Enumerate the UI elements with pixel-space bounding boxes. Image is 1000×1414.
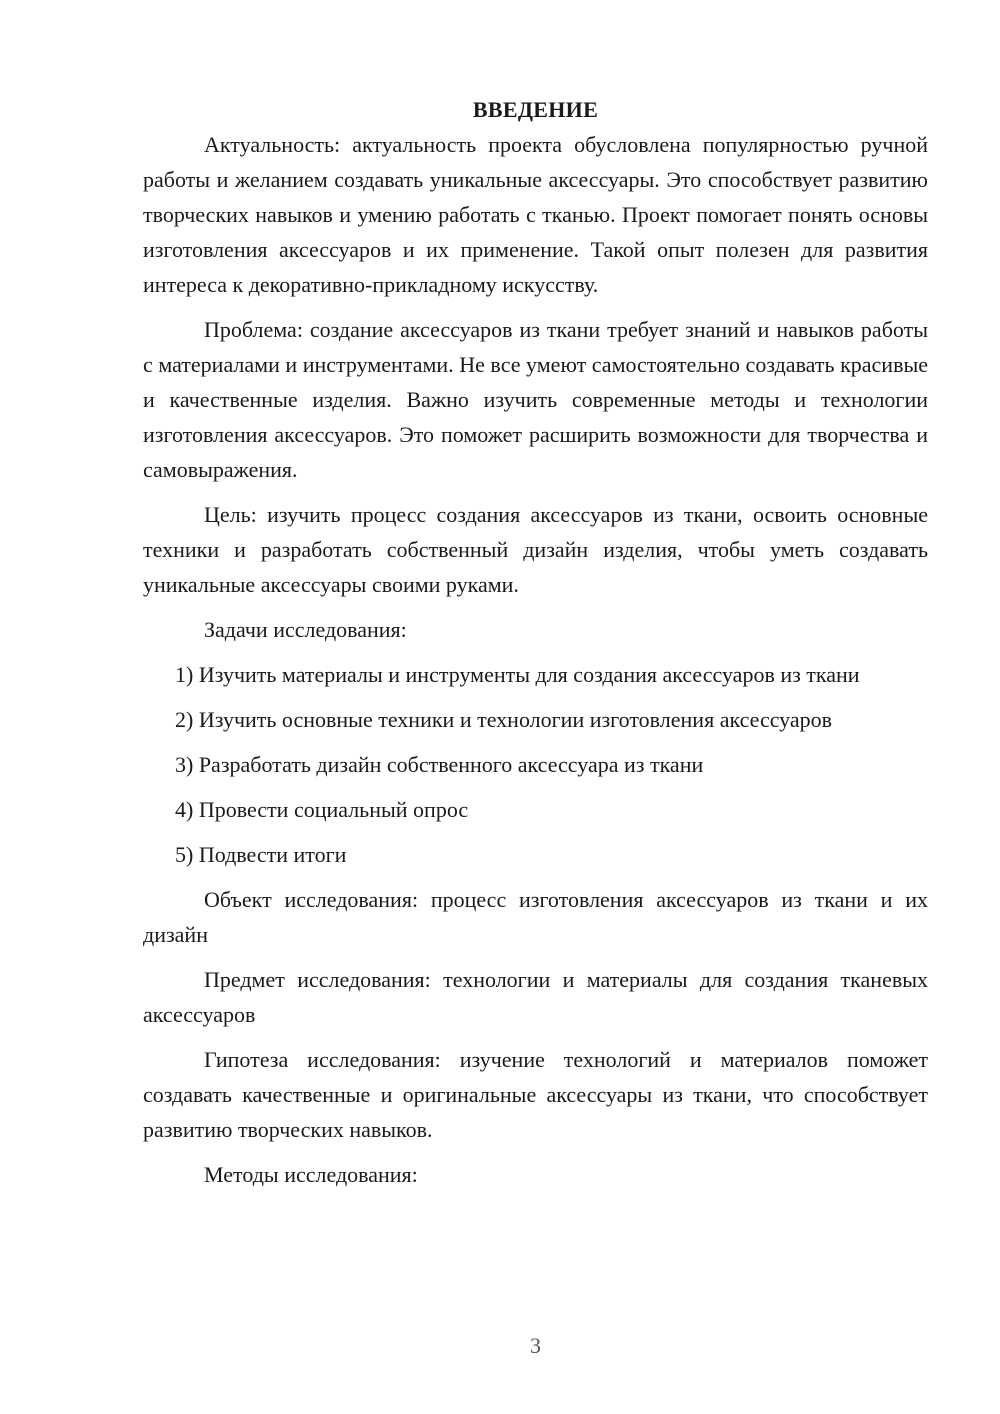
task-item: 4) Провести социальный опрос	[175, 797, 469, 822]
task-item: 5) Подвести итоги	[175, 842, 347, 867]
paragraph-subject: Предмет исследования: технологии и материалы для создания тканевых аксессуаров	[143, 967, 928, 1027]
task-item: 1) Изучить материалы и инструменты для создания аксессуаров из ткани	[175, 662, 860, 687]
paragraph-goal: Цель: изучить процесс создания аксессуаров из ткани, освоить основные техники и разработать собственный дизайн изделия, чтобы уметь создавать уникальные аксессуары своими руками.	[143, 502, 928, 597]
document-page	[143, 95, 928, 1202]
paragraph-hypothesis: Гипотеза исследования: изучение технологий и материалов поможет создавать качественные и оригинальные аксессуары из ткани, что способствует развитию творческих навыков.	[143, 1047, 928, 1142]
paragraph-relevance: Актуальность: актуальность проекта обусловлена популярностью ручной работы и желанием создавать уникальные аксессуары. Это способствует развитию творческих навыков и умению работать с тканью. Проект помогает понять основы изготовления аксессуаров и их применение. Такой опыт полезен для развития интереса к декоративно-прикладному искусству.	[143, 132, 928, 297]
methods-heading: Методы исследования:	[204, 1162, 418, 1187]
task-item: 3) Разработать дизайн собственного аксессуара из ткани	[175, 752, 704, 777]
tasks-list	[143, 657, 928, 872]
paragraph-problem: Проблема: создание аксессуаров из ткани требует знаний и навыков работы с материалами и инструментами. Не все умеют самостоятельно создавать красивые и качественные изделия. Важно изучить современные методы и технологии изготовления аксессуаров. Это поможет расширить возможности для творчества и самовыражения.	[143, 317, 928, 482]
paragraph-object: Объект исследования: процесс изготовления аксессуаров из ткани и их дизайн	[143, 887, 928, 947]
document-title: ВВЕДЕНИЕ	[472, 97, 599, 122]
tasks-heading: Задачи исследования:	[204, 617, 407, 642]
task-item: 2) Изучить основные техники и технологии изготовления аксессуаров	[175, 707, 833, 732]
page-number: 3	[530, 1333, 541, 1358]
